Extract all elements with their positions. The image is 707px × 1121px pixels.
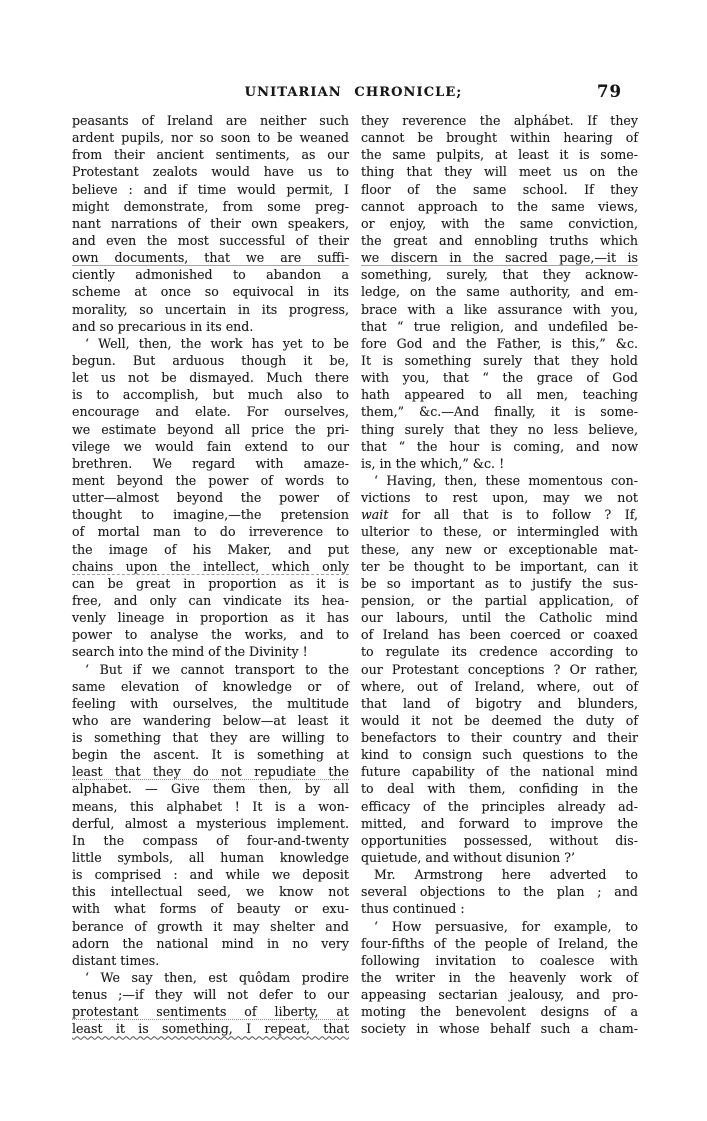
text-line: thing that they will meet us on the xyxy=(361,164,638,180)
text-line: this intellectual seed, we know not xyxy=(72,884,349,900)
text-line: same elevation of knowledge or of xyxy=(72,678,349,694)
journal-title: UNITARIAN CHRONICLE; xyxy=(244,85,463,100)
text-column-left xyxy=(72,112,349,1038)
text-line: fore God and the Father, is this,” &c. xyxy=(361,335,638,351)
text-line: cannot be brought within hearing of xyxy=(361,130,638,146)
text-line: Protestant zealots would have us to xyxy=(72,164,349,180)
text-line: ment beyond the power of words to xyxy=(72,472,349,488)
text-line: would it not be deemed the duty of xyxy=(361,712,638,728)
text-line: utter—almost beyond the power of xyxy=(72,490,349,506)
text-line: the image of his Maker, and put xyxy=(72,541,349,557)
text-line: who are wandering below—at least it xyxy=(72,712,349,728)
text-line: and even the most successful of their xyxy=(72,232,349,248)
text-line: believe : and if time would permit, I xyxy=(72,181,349,197)
text-line: we discern in the sacred page,—it is xyxy=(361,250,638,266)
text-line: kind to consign such questions to the xyxy=(361,747,638,763)
text-line: ledge, on the same authority, and em- xyxy=(361,284,638,300)
text-line: floor of the same school. If they xyxy=(361,181,638,197)
text-line: with what forms of beauty or exu- xyxy=(72,901,349,917)
text-line: begun. But arduous though it be, xyxy=(72,352,349,368)
text-line: brethren. We regard with amaze- xyxy=(72,455,349,471)
text-line: encourage and elate. For ourselves, xyxy=(72,404,349,420)
text-line xyxy=(361,506,638,523)
running-head xyxy=(72,82,635,103)
text-line: ‘ But if we cannot transport to the xyxy=(85,661,349,677)
text-line: means, this alphabet ! It is a won- xyxy=(72,798,349,814)
text-line: that “ true religion, and undefiled be- xyxy=(361,318,638,334)
text-line: that land of bigotry and blunders, xyxy=(361,695,638,711)
text-line: scheme at once so equivocal in its xyxy=(72,284,349,300)
text-line: is comprised : and while we deposit xyxy=(72,867,349,883)
text-line: ‘ Well, then, the work has yet to be xyxy=(85,335,349,351)
text-line: own documents, that we are suffi- xyxy=(72,250,349,266)
text-line: quietude, and without disunion ?’ xyxy=(361,850,576,866)
text-line: begin the ascent. It is something at xyxy=(72,747,349,763)
text-line: least it is something, I repeat, that xyxy=(72,1021,349,1037)
text-line: is something that they are willing to xyxy=(72,730,349,746)
text-line: of Ireland has been coerced or coaxed xyxy=(361,627,638,643)
text-line: tenus ;—if they will not defer to our xyxy=(72,987,349,1003)
text-line: It is something surely that they hold xyxy=(361,352,638,368)
text-line: ‘ How persuasive, for example, to xyxy=(374,918,638,934)
page-number: 79 xyxy=(597,82,622,101)
text-line: pension, or the partial application, of xyxy=(361,592,638,608)
text-line: following invitation to coalesce with xyxy=(361,952,638,968)
text-line: ‘ We say then, est quôdam prodire xyxy=(85,970,349,986)
text-line: might demonstrate, from some preg- xyxy=(72,198,349,214)
text-line: least that they do not repudiate the xyxy=(72,764,349,780)
text-line: with you, that “ the grace of God xyxy=(361,370,638,386)
text-line: where, out of Ireland, where, out of xyxy=(361,678,638,694)
text-block xyxy=(72,112,638,1038)
text-line: opportunities possessed, without dis- xyxy=(361,832,638,848)
text-line: free, and only can vindicate its hea- xyxy=(72,592,349,608)
text-line: these, any new or exceptionable mat- xyxy=(361,541,638,557)
text-line: protestant sentiments of liberty, at xyxy=(72,1004,349,1020)
text-line: ulterior to these, or intermingled with xyxy=(361,524,638,540)
text-line: benefactors to their country and their xyxy=(361,730,638,746)
text-line: chains upon the intellect, which only xyxy=(72,558,349,574)
text-line: they reverence the alphábet. If they xyxy=(361,113,638,128)
text-line: hath appeared to all men, teaching xyxy=(361,387,638,403)
text-line: society in whose behalf such a cham- xyxy=(361,1021,638,1037)
text-line: our Protestant conceptions ? Or rather, xyxy=(361,661,638,677)
text-line: future capability of the national mind xyxy=(361,764,638,780)
text-line: the writer in the heavenly work of xyxy=(361,970,638,986)
text-line: derful, almost a mysterious implement. xyxy=(72,815,349,831)
text-line: thought to imagine,—the pretension xyxy=(72,507,349,523)
text-segment: for all that is to follow ? If, xyxy=(388,507,638,523)
text-line: vilege we would fain extend to our xyxy=(72,438,349,454)
text-line: venly lineage in proportion as it has xyxy=(72,610,349,626)
text-line: of mortal man to do irreverence to xyxy=(72,524,349,540)
text-line: nant narrations of their own speakers, xyxy=(72,215,349,231)
text-line: little symbols, all human knowledge xyxy=(72,850,349,866)
text-line: moting the benevolent designs of a xyxy=(361,1004,638,1020)
text-line: thus continued : xyxy=(361,901,465,917)
text-line: is, in the which,” &c. ! xyxy=(361,455,505,471)
text-line: to regulate its credence according to xyxy=(361,644,638,660)
text-line: let us not be dismayed. Much there xyxy=(72,370,349,386)
text-line: alphabet. — Give them then, by all xyxy=(72,781,349,797)
text-line: feeling with ourselves, the multitude xyxy=(72,695,349,711)
italic-text: wait xyxy=(361,507,389,523)
text-line: adorn the national mind in no very xyxy=(72,935,349,951)
text-column-right xyxy=(361,112,638,1038)
text-line: be so important as to justify the sus- xyxy=(361,575,638,591)
text-line: berance of growth it may shelter and xyxy=(72,918,349,934)
text-line: morality, so uncertain in its progress, xyxy=(72,301,349,317)
text-line: distant times. xyxy=(72,952,160,968)
text-line: that “ the hour is coming, and now xyxy=(361,438,638,454)
text-line: ‘ Having, then, these momentous con- xyxy=(374,472,638,488)
text-line: appeasing sectarian jealousy, and pro- xyxy=(361,987,638,1003)
text-line: ciently admonished to abandon a xyxy=(72,267,349,283)
text-line: mitted, and forward to improve the xyxy=(361,815,638,831)
text-line: search into the mind of the Divinity ! xyxy=(72,644,308,660)
text-line: can be great in proportion as it is xyxy=(72,575,349,591)
text-line: Mr. Armstrong here adverted to xyxy=(374,867,638,883)
text-line: In the compass of four-and-twenty xyxy=(72,832,349,848)
text-line: is to accomplish, but much also to xyxy=(72,387,349,403)
text-line: them,” &c.—And finally, it is some- xyxy=(361,404,638,420)
text-line: cannot approach to the same views, xyxy=(361,198,638,214)
text-line: from their ancient sentiments, as our xyxy=(72,147,349,163)
text-line: four-fifths of the people of Ireland, the xyxy=(361,935,638,951)
text-line: or enjoy, with the same conviction, xyxy=(361,215,638,231)
text-line: efficacy of the principles already ad- xyxy=(361,798,638,814)
text-line: we estimate beyond all price the pri- xyxy=(72,421,349,437)
text-line: brace with a like assurance with you, xyxy=(361,301,638,317)
text-line: victions to rest upon, may we not xyxy=(361,490,638,506)
text-line: peasants of Ireland are neither such xyxy=(72,113,349,128)
text-line: the same pulpits, at least it is some- xyxy=(361,147,638,163)
text-line: ter be thought to be important, can it xyxy=(361,558,638,574)
text-line: ardent pupils, nor so soon to be weaned xyxy=(72,130,349,146)
text-line: power to analyse the works, and to xyxy=(72,627,349,643)
text-line: thing surely that they no less believe, xyxy=(361,421,638,437)
text-line: several objections to the plan ; and xyxy=(361,884,638,900)
text-line: our labours, until the Catholic mind xyxy=(361,610,638,626)
text-line: something, surely, that they acknow- xyxy=(361,267,638,283)
text-line: the great and ennobling truths which xyxy=(361,232,638,248)
text-line: to deal with them, confiding in the xyxy=(361,781,638,797)
text-line: and so precarious in its end. xyxy=(72,318,254,334)
